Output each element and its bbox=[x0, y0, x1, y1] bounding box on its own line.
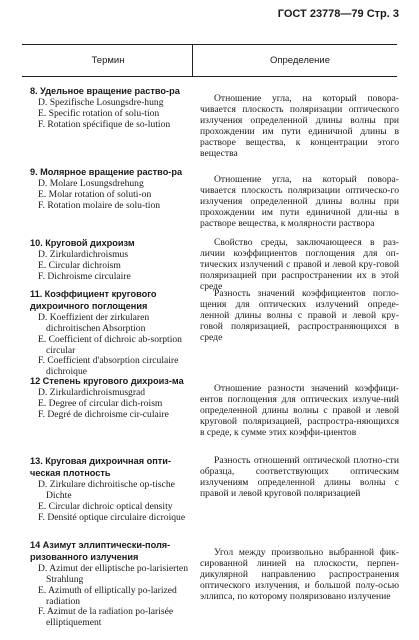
term-number: 10. bbox=[30, 238, 43, 248]
definition-text: Отношение угла, на который повора-чивается плоскость поляризации оптическо-го излучения определенной длины волны при прохождении им пути единичной дли-ны в растворе вещества, к молярности раствора bbox=[200, 174, 399, 229]
definition-text: Отношение разности значений коэффици-ентов поглощения для оптических излуче-ний определенной длины волны с правой и левой круговой поляризацией, распростра-няющихся в среде, к сумме этих коэффи-циентов bbox=[200, 383, 399, 438]
term-number: 8. bbox=[30, 86, 38, 96]
term-cell bbox=[30, 456, 194, 523]
term-cell bbox=[30, 540, 194, 629]
term-translation-en: E. Azimuth of elliptically po-larized radiation bbox=[38, 584, 177, 607]
term-translation-fr: F. Azimut de la radiation po-larisée elliptiquement bbox=[38, 606, 174, 629]
term-translation-de: D. Zirkulardichroismusgrad bbox=[38, 386, 146, 398]
definition-text: Отношение угла, на который повора-чивается плоскость поляризации оптического излучения определенной длины волны при прохождении им пути единичной длины в растворе вещества, к концентрации этого вещества bbox=[200, 93, 399, 159]
term-translation-fr: F. Densité optique circulaire dicroique bbox=[38, 511, 186, 523]
term-cell bbox=[30, 86, 194, 131]
term-russian: Коэффициент кругового дихроичного поглощения bbox=[30, 289, 157, 311]
term-russian: Степень кругового дихроиз-ма bbox=[42, 376, 184, 386]
term-translation-de: D. Spezifische Losungsdre-hung bbox=[38, 96, 164, 108]
page-header: ГОСТ 23778—79 Стр. 3 bbox=[277, 8, 399, 20]
column-header-term: Термин bbox=[91, 55, 125, 66]
term-translation-en: E. Degree of circular dich-roism bbox=[38, 397, 163, 409]
term-cell bbox=[30, 238, 194, 283]
term-translation-fr: F. Dichroisme circulaire bbox=[38, 270, 131, 282]
column-header-definition: Определение bbox=[269, 55, 331, 66]
term-cell bbox=[30, 289, 194, 378]
term-translation-fr: F. Rotation molaire de solu-tion bbox=[38, 199, 161, 211]
definition-cell bbox=[200, 175, 399, 230]
term-russian: Круговая дихроичная опти-ческая плотность bbox=[30, 456, 171, 478]
column-divider bbox=[192, 44, 193, 76]
term-translation-de: D. Zirkulare dichroitische op-tische Dichte bbox=[38, 478, 175, 501]
term-cell bbox=[30, 167, 194, 212]
definition-cell bbox=[200, 384, 399, 439]
definition-text: Свойство среды, заключающееся в раз-личии коэффициентов поглощения для оп-тических излучений с правой и левой кру-говой поляризацией при распространении их в этой среде bbox=[200, 237, 399, 292]
term-number: 11. bbox=[30, 289, 43, 299]
term-translation-en: E. Coefficient of dichroic ab-sorption circular bbox=[38, 333, 182, 356]
definition-cell bbox=[200, 456, 399, 500]
term-russian: Круговой дихроизм bbox=[45, 238, 135, 248]
definition-text: Разность отношений оптической плотно-сти образца, соответствующих оптическим излучениям определенной длины волны с правой и левой круговой поляризацией bbox=[200, 455, 399, 499]
definition-text: Угол между произвольно выбранной фик-сированной линией на плоскости, перпен-дикулярной направлению распространения оптического излучения, и большой полу-осью эллипса, по которому поляризовано излучение bbox=[200, 547, 399, 602]
term-translation-de: D. Koeffizient der zirkularen dichroitischen Absorption bbox=[38, 311, 150, 334]
term-russian: Азимут эллиптически-поля-ризованного излучения bbox=[30, 540, 171, 562]
term-number: 9. bbox=[30, 167, 38, 177]
definition-cell bbox=[200, 94, 399, 159]
definition-cell bbox=[200, 289, 399, 344]
term-translation-fr: F. Coefficient d'absorption circulaire dichroique bbox=[38, 355, 179, 378]
term-russian: Удельное вращение раство-ра bbox=[40, 86, 180, 96]
table-top-rule bbox=[22, 44, 397, 45]
term-translation-en: E. Specific rotation of solu-tion bbox=[38, 107, 160, 119]
term-translation-fr: F. Rotation spécifique de so-lution bbox=[38, 118, 171, 130]
term-translation-fr: F. Degré de dichroisme cir-culaire bbox=[38, 408, 169, 420]
term-number: 13. bbox=[30, 456, 43, 466]
term-translation-de: D. Zirkulardichroismus bbox=[38, 248, 129, 260]
term-translation-en: E. Circular dichroism bbox=[38, 259, 121, 271]
definition-cell bbox=[200, 238, 399, 293]
term-cell bbox=[30, 376, 194, 421]
term-translation-de: D. Molare Losungsdrehung bbox=[38, 177, 144, 189]
term-translation-en: E. Molar rotation of soluti-on bbox=[38, 188, 152, 200]
term-translation-de: D. Azimut der elliptische po-larisierten Strahlung bbox=[38, 562, 188, 585]
definition-text: Разность значений коэффициентов погло-щения для оптических излучений опреде-ленной длины волны с правой и левой кру-говой поляризацией, распространяющихся в среде bbox=[200, 288, 399, 343]
term-translation-en: E. Circular dichroic optical density bbox=[38, 500, 173, 512]
definition-cell bbox=[200, 548, 399, 603]
table-header-rule bbox=[22, 76, 397, 77]
term-russian: Молярное вращение раство-ра bbox=[40, 167, 183, 177]
term-number: 12 bbox=[30, 376, 41, 386]
term-number: 14 bbox=[30, 540, 41, 550]
